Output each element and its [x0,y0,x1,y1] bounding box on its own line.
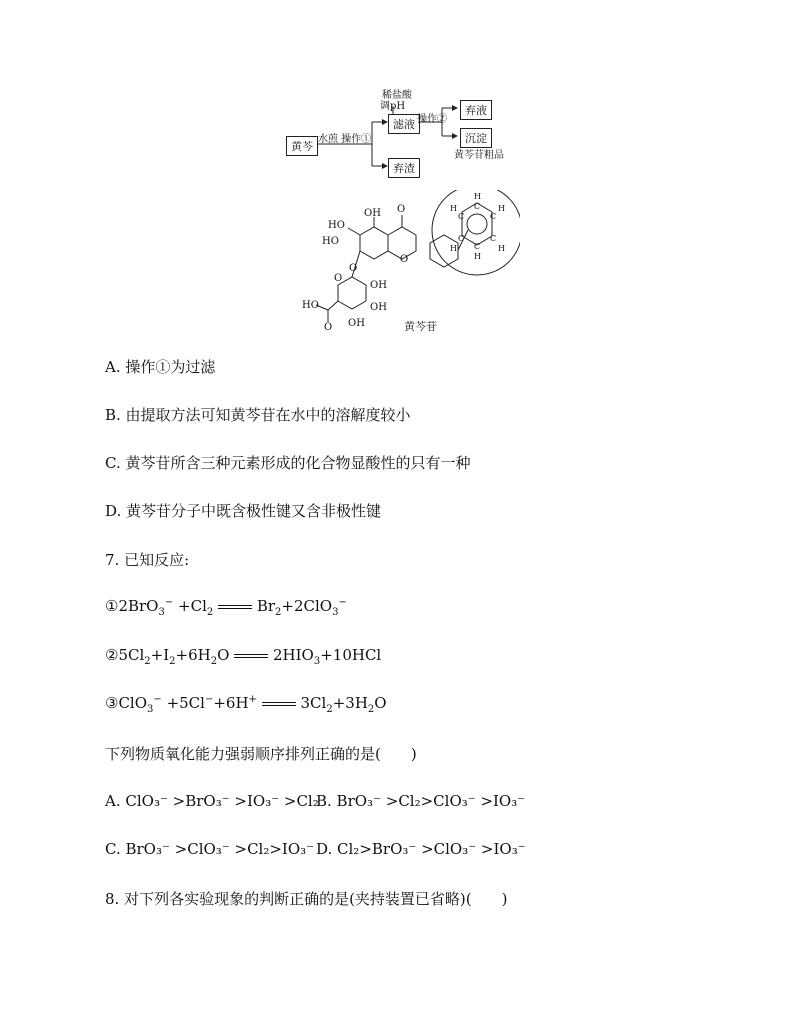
q7-reaction-2: $②5Cl_2+I_2+6H_2O$ $2HIO_3+10HCl$ [105,646,382,667]
r2-equal-sign [234,654,268,658]
label-oh-3: OH [370,302,387,313]
baicalin-structure [300,190,520,340]
r3-equal-sign [262,702,296,706]
q7-option-b: B. BrO₃⁻ >Cl₂>ClO₃⁻ >IO₃⁻ [316,792,526,810]
ring-atom-9: C [490,234,497,243]
label-oh-2: OH [370,280,387,291]
q7-stem: 7. 已知反应: [105,551,190,569]
r1-right2: +2ClO [281,597,333,615]
q6-option-c: C. 黄芩苷所含三种元素形成的化合物显酸性的只有一种 [105,454,471,472]
q6-option-b: B. 由提取方法可知黄芩苷在水中的溶解度较小 [105,406,411,424]
ring-atom-8: C [458,234,465,243]
flowchart [280,86,520,176]
q7-option-d: D. Cl₂>BrO₃⁻ >ClO₃⁻ >IO₃⁻ [316,840,526,858]
q6-option-d: D. 黄芩苷分子中既含极性键又含非极性键 [105,502,382,520]
r2-mid1: +I [150,646,170,664]
ring-atom-11: C [474,242,481,251]
flow-filtrate-box: 滤液 [388,114,420,134]
ring-atom-12: H [474,252,481,261]
ring-atom-2: C [474,202,481,211]
r2-mid3: O [217,646,230,664]
r2-mid2: +6H [175,646,211,664]
label-oh-1: OH [364,208,381,219]
q7-reaction-1: ①2BrO$_3$− $+Cl_2$ $Br_2+2ClO_3^-$ [105,597,347,618]
r1-mid: +Cl [173,597,207,615]
flow-residue-box: 弃渣 [388,158,420,178]
label-o-carboxyl: O [324,322,333,333]
ring-atom-3: H [450,204,457,213]
r3-right3: O [374,694,387,712]
r3-right2: +3H [332,694,368,712]
flow-reagent-line2: 调pH [380,101,406,112]
q7-reaction-3: ③ClO$_3$− +5Cl−+6H+ $3Cl_2+3H_2O$ [105,694,387,715]
flow-edge2-label: 操作② [417,114,447,125]
q8-stem: 8. 对下列各实验现象的判断正确的是(夹持装置已省略)( ) [105,890,508,908]
flow-crude-product: 黄芩苷粗品 [454,150,504,161]
q7-option-a: A. ClO₃⁻ >BrO₃⁻ >IO₃⁻ >Cl₂ [105,792,319,810]
label-ho-1: HO [322,236,339,247]
ring-atom-6: H [498,204,505,213]
r1-prefix: ①2BrO [105,597,159,615]
q7-question: 下列物质氧化能力强弱顺序排列正确的是( ) [105,745,417,763]
ring-atom-7: H [450,244,457,253]
r2-prefix: ②5Cl [105,646,145,664]
label-o-ether: O [349,263,358,274]
r1-right: Br [256,597,276,615]
flow-reagent-line1: 稀盐酸 [382,90,412,101]
r2-right: 2HIO [272,646,314,664]
label-ho-2: HO [328,220,345,231]
flow-waste-liquid-box: 弃液 [460,100,492,120]
label-o-sugar: O [334,273,343,284]
ring-atom-1: H [474,192,481,201]
label-oh-4: OH [348,318,365,329]
label-o-ring: O [400,254,409,265]
r3-prefix: ③ClO [105,694,148,712]
flow-edge1-label: 水煎 操作① [318,134,372,145]
label-o-ketone: O [397,204,406,215]
flow-start-box: 黄芩 [286,136,318,156]
r3-right: 3Cl [300,694,327,712]
r3-mid2: +6H [213,694,249,712]
r1-equal-sign [218,605,252,609]
r2-right2: +10HCl [320,646,382,664]
label-ho-3: HO [302,300,319,311]
flow-precipitate-box: 沉淀 [460,128,492,148]
q7-option-c: C. BrO₃⁻ >ClO₃⁻ >Cl₂>IO₃⁻ [105,840,315,858]
ring-atom-4: C [458,212,465,221]
ring-atom-5: C [490,212,497,221]
q6-option-a: A. 操作①为过滤 [105,358,216,376]
ring-atom-10: H [498,244,505,253]
r3-mid1: +5Cl [161,694,205,712]
structure-caption: 黄芩苷 [404,320,437,333]
